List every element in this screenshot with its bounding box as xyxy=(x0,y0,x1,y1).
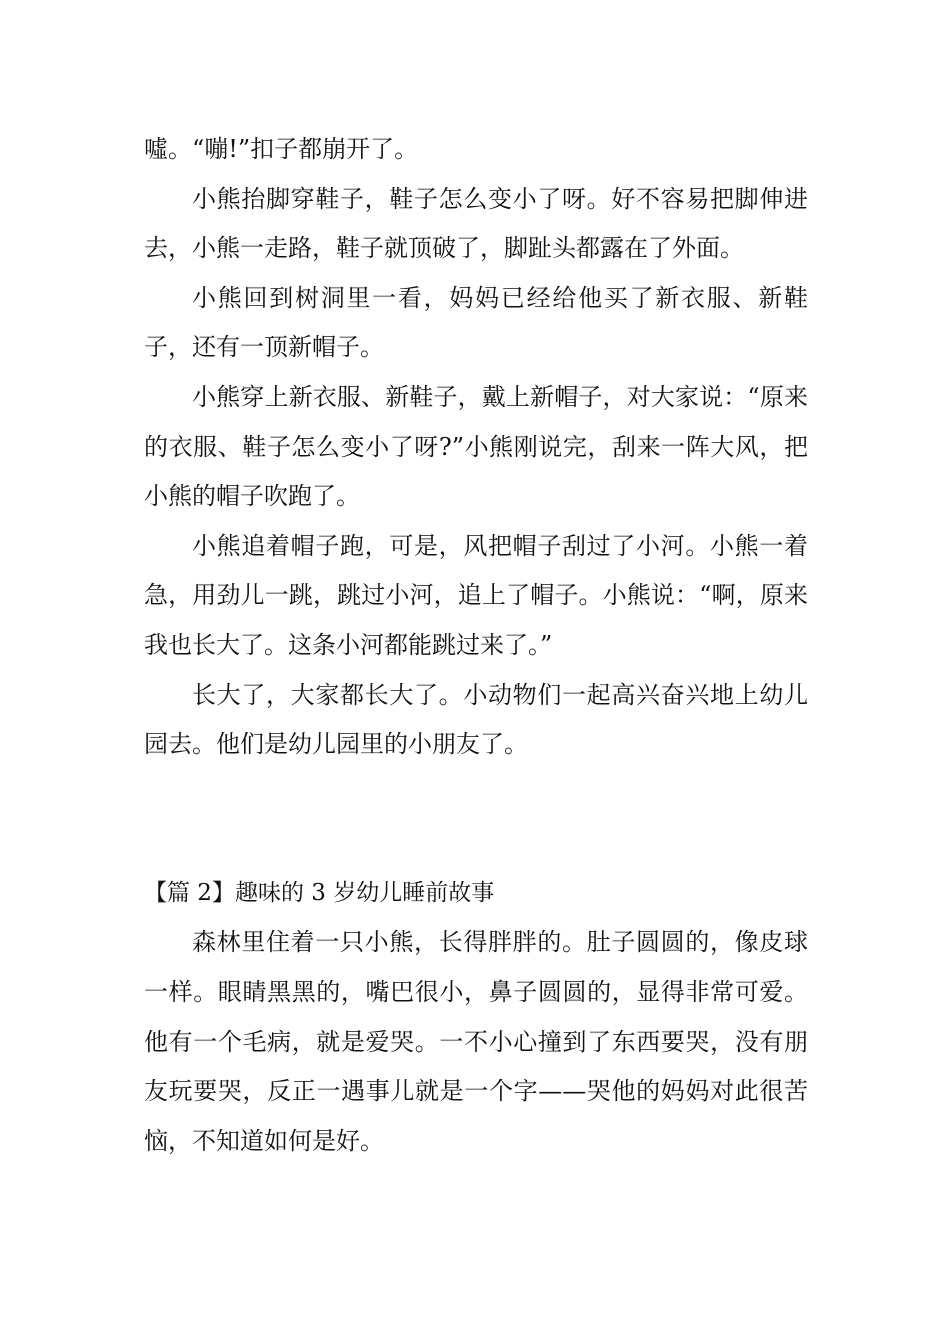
story1-paragraph-2: 小熊抬脚穿鞋子，鞋子怎么变小了呀。好不容易把脚伸进去，小熊一走路，鞋子就顶破了，脚趾头都露在了外面。 xyxy=(144,184,808,263)
document-body xyxy=(144,125,808,1166)
story1-paragraph-1: 噓。“嘣!”扣子都崩开了。 xyxy=(144,135,419,163)
story1-paragraph-4: 小熊穿上新衣服、新鞋子，戴上新帽子，对大家说：“原来的衣服、鞋子怎么变小了呀?”小熊刚说完，刮来一阵大风，把小熊的帽子吹跑了。 xyxy=(144,382,808,511)
story1-paragraph-5: 小熊追着帽子跑，可是，风把帽子刮过了小河。小熊一着急，用劲儿一跳，跳过小河，追上了帽子。小熊说：“啊，原来我也长大了。这条小河都能跳过来了。” xyxy=(144,531,808,659)
section-2-title: 【篇 2】趣味的 3 岁幼儿睡前故事 xyxy=(144,879,495,906)
story1-paragraph-3: 小熊回到树洞里一看，妈妈已经给他买了新衣服、新鞋子，还有一顶新帽子。 xyxy=(144,283,808,362)
section-spacer xyxy=(144,770,808,869)
story1-paragraph-6: 长大了，大家都长大了。小动物们一起高兴奋兴地上幼儿园去。他们是幼儿园里的小朋友了。 xyxy=(144,680,808,759)
story2-paragraph-1: 森林里住着一只小熊，长得胖胖的。肚子圆圆的，像皮球一样。眼睛黑黑的，嘴巴很小，鼻子圆圆的，显得非常可爱。他有一个毛病，就是爱哭。一不小心撞到了东西要哭，没有朋友玩要哭，反正一遇事儿就是一个字——哭他的妈妈对此很苦恼，不知道如何是好。 xyxy=(144,928,808,1155)
